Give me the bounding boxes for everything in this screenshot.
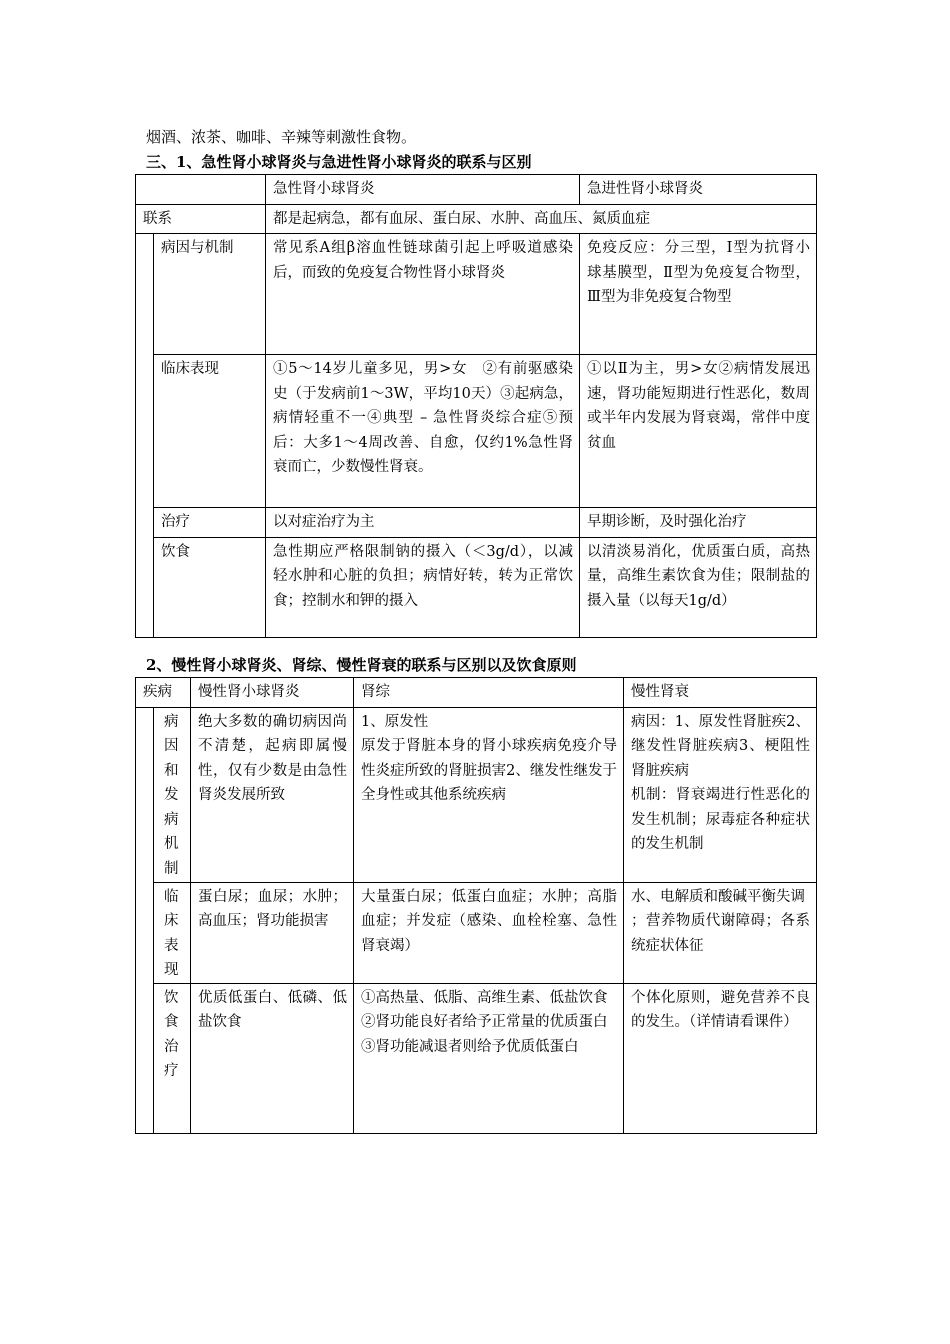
- table2-cell-chronic-renal-failure: 病因：1、原发性肾脏疾2、继发性肾脏疾病3、梗阻性肾脏疾病 机制：肾衰竭进行性恶化的发生机制；尿毒症各种症状的发生机制: [624, 707, 817, 882]
- table2-spacer-cell: [136, 882, 154, 983]
- table1-cell-rapid: 以清淡易消化，优质蛋白质，高热量，高维生素饮食为佳；限制盐的摄入量（以每天1g/d）: [580, 537, 817, 637]
- table2-cell-chronic-nephritis: 绝大多数的确切病因尚不清楚，起病即属慢性，仅有少数是由急性肾炎发展所致: [191, 707, 354, 882]
- table-acute-vs-rapid: [135, 174, 817, 638]
- table2-cell-chronic-nephritis: 蛋白尿；血尿；水肿；高血压；肾功能损害: [191, 882, 354, 983]
- table1-row-label: 饮食: [154, 537, 266, 637]
- table2-spacer-cell: [136, 707, 154, 882]
- table2-cell-nephrotic: ①高热量、低脂、高维生素、低盐饮食 ②肾功能良好者给予正常量的优质蛋白 ③肾功能减退者则给予优质低蛋白: [354, 983, 624, 1133]
- table1-header-acute: 急性肾小球肾炎: [266, 175, 580, 205]
- table1-spacer-cell: [136, 355, 154, 508]
- table1-cell-acute: 常见系A组β溶血性链球菌引起上呼吸道感染后，而致的免疫复合物性肾小球肾炎: [266, 234, 580, 355]
- table2-cell-nephrotic: 1、原发性 原发于肾脏本身的肾小球疾病免疫介导性炎症所致的肾脏损害2、继发性继发于全身性或其他系统疾病: [354, 707, 624, 882]
- table1-row-label: 临床表现: [154, 355, 266, 508]
- table2-row-label: 饮 食 治 疗: [154, 983, 191, 1133]
- table2-cell-nephrotic: 大量蛋白尿；低蛋白血症；水肿；高脂血症；并发症（感染、血栓栓塞、急性肾衰竭）: [354, 882, 624, 983]
- table1-cell-rapid: 早期诊断，及时强化治疗: [580, 508, 817, 538]
- table1-spacer-cell: [136, 537, 154, 637]
- table2-header-chronic-renal-failure: 慢性肾衰: [624, 678, 817, 708]
- table1-header-rapid: 急进性肾小球肾炎: [580, 175, 817, 205]
- table1-cell-acute: ①5～14岁儿童多见，男>女 ②有前驱感染史（于发病前1～3W，平均10天）③起病急，病情轻重不一④典型 – 急性肾炎综合症⑤预后：大多1～4周改善、自愈，仅约1%急性肾衰而亡，少数慢性肾衰。: [266, 355, 580, 508]
- table1-cell-acute: 以对症治疗为主: [266, 508, 580, 538]
- table2-row-cause: [136, 707, 817, 882]
- table1-row-label: 病因与机制: [154, 234, 266, 355]
- table-chronic-comparison: [135, 677, 817, 1134]
- table1-spacer-cell: [136, 508, 154, 538]
- table2-header-row: [136, 678, 817, 708]
- table2-row-label: 病 因 和 发 病 机 制: [154, 707, 191, 882]
- table1-row-clinical: [136, 355, 817, 508]
- table2-header-label: 疾病: [136, 678, 191, 708]
- table2-cell-chronic-renal-failure: 个体化原则，避免营养不良的发生。（详情请看课件）: [624, 983, 817, 1133]
- table2-row-diet: [136, 983, 817, 1133]
- table2-cell-chronic-nephritis: 优质低蛋白、低磷、低盐饮食: [191, 983, 354, 1133]
- table1-corner-cell: [136, 175, 266, 205]
- table2-header-chronic-nephritis: 慢性肾小球肾炎: [191, 678, 354, 708]
- intro-line: 烟酒、浓茶、咖啡、辛辣等刺激性食物。: [146, 128, 417, 146]
- table2-spacer-cell: [136, 983, 154, 1133]
- section3-heading: 三、1、急性肾小球肾炎与急进性肾小球肾炎的联系与区别: [146, 153, 532, 171]
- table1-cell-acute: 急性期应严格限制钠的摄入（＜3g/d），以减轻水肿和心脏的负担；病情好转，转为正常饮食；控制水和钾的摄入: [266, 537, 580, 637]
- table2-cell-chronic-renal-failure: 水、电解质和酸碱平衡失调 ；营养物质代谢障碍；各系统症状体征: [624, 882, 817, 983]
- table2-row-label: 临 床 表 现: [154, 882, 191, 983]
- table1-header-row: [136, 175, 817, 205]
- table1-row-diet: [136, 537, 817, 637]
- table1-link-value: 都是起病急，都有血尿、蛋白尿、水肿、高血压、氮质血症: [266, 204, 817, 234]
- table2-row-clinical: [136, 882, 817, 983]
- table1-spacer-cell: [136, 234, 154, 355]
- table1-cell-rapid: ①以Ⅱ为主，男>女②病情发展迅速，肾功能短期进行性恶化，数周或半年内发展为肾衰竭，常伴中度贫血: [580, 355, 817, 508]
- section2-heading: 2、慢性肾小球肾炎、肾综、慢性肾衰的联系与区别以及饮食原则: [146, 656, 577, 674]
- table1-cell-rapid: 免疫反应：分三型，Ⅰ型为抗肾小球基膜型，Ⅱ型为免疫复合物型，Ⅲ型为非免疫复合物型: [580, 234, 817, 355]
- table1-row-treatment: [136, 508, 817, 538]
- table2-header-nephrotic: 肾综: [354, 678, 624, 708]
- table1-row-label: 治疗: [154, 508, 266, 538]
- table1-row-cause: [136, 234, 817, 355]
- table1-link-label: 联系: [136, 204, 266, 234]
- table1-link-row: [136, 204, 817, 234]
